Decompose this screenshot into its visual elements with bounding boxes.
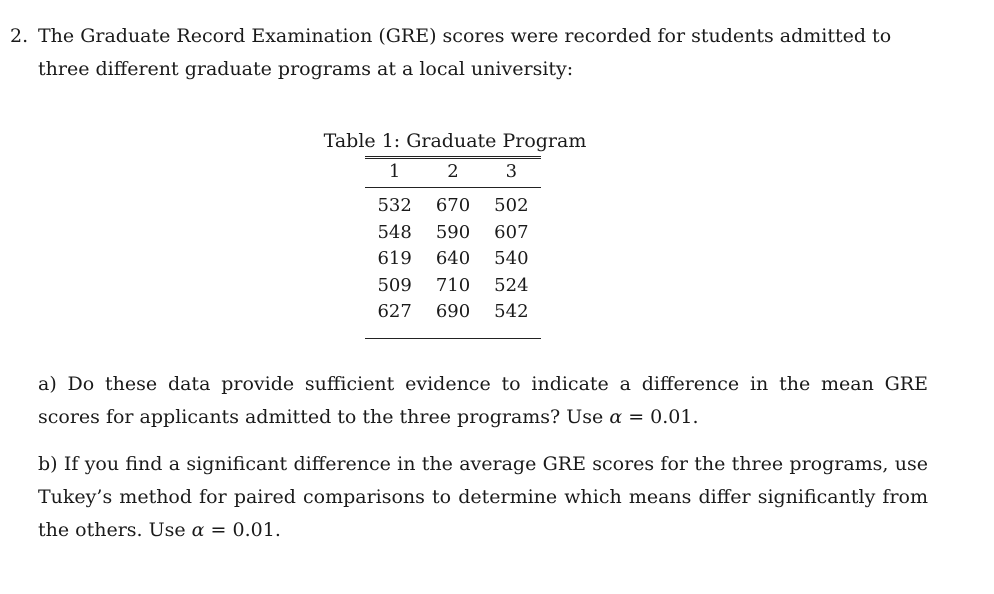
alpha-value: = 0.01. [622, 406, 699, 428]
problem-number: 2. [10, 25, 29, 47]
table-cell: 670 [435, 195, 471, 216]
table-row [365, 188, 540, 220]
column-header: 2 [424, 158, 482, 188]
table-row [365, 299, 540, 326]
table-cell: 509 [377, 274, 412, 296]
alpha-symbol: α [191, 519, 205, 541]
part-b-text: b) If you find a significant difference in the average GRE scores for the three programs, use Tukey’s method for paired comparisons to determine which means differ significantly from the others. Use [38, 453, 928, 541]
question-part-a [38, 368, 928, 434]
table-cell: 548 [377, 221, 412, 243]
table-cell: 542 [494, 301, 529, 322]
table-caption: Table 1: Graduate Program [323, 130, 587, 152]
column-header: 1 [365, 158, 423, 188]
table-bottom-rule [365, 326, 540, 339]
table-cell: 640 [435, 248, 471, 269]
part-a-text: a) Do these data provide sufficient evidence to indicate a difference in the mean GRE scores for applicants admitted to the three programs? Use [38, 373, 928, 428]
table-cell: 502 [494, 195, 529, 216]
table-cell: 710 [435, 274, 471, 296]
data-table-container [0, 126, 910, 339]
table-cell: 607 [494, 221, 529, 243]
table-row [365, 246, 540, 273]
problem-intro-line-1 [10, 20, 928, 53]
problem-intro-text-1: The Graduate Record Examination (GRE) scores were recorded for students admitted to [38, 25, 892, 47]
table-cell: 540 [494, 248, 529, 269]
gre-scores-table [365, 156, 540, 339]
table-header-row [365, 158, 540, 188]
problem-statement [10, 20, 928, 86]
question-part-b [38, 448, 928, 547]
table-cell: 690 [435, 301, 471, 322]
column-header: 3 [482, 158, 540, 188]
alpha-symbol: α [609, 406, 623, 428]
table-cell: 627 [377, 301, 412, 322]
alpha-value: = 0.01. [204, 519, 281, 541]
table-row [365, 273, 540, 300]
table-cell: 619 [377, 248, 412, 269]
table-cell: 532 [377, 195, 412, 216]
table-cell: 590 [435, 221, 471, 243]
table-cell: 524 [494, 274, 529, 296]
table-row [365, 220, 540, 247]
problem-intro-line-2: three different graduate programs at a local university: [38, 58, 574, 80]
